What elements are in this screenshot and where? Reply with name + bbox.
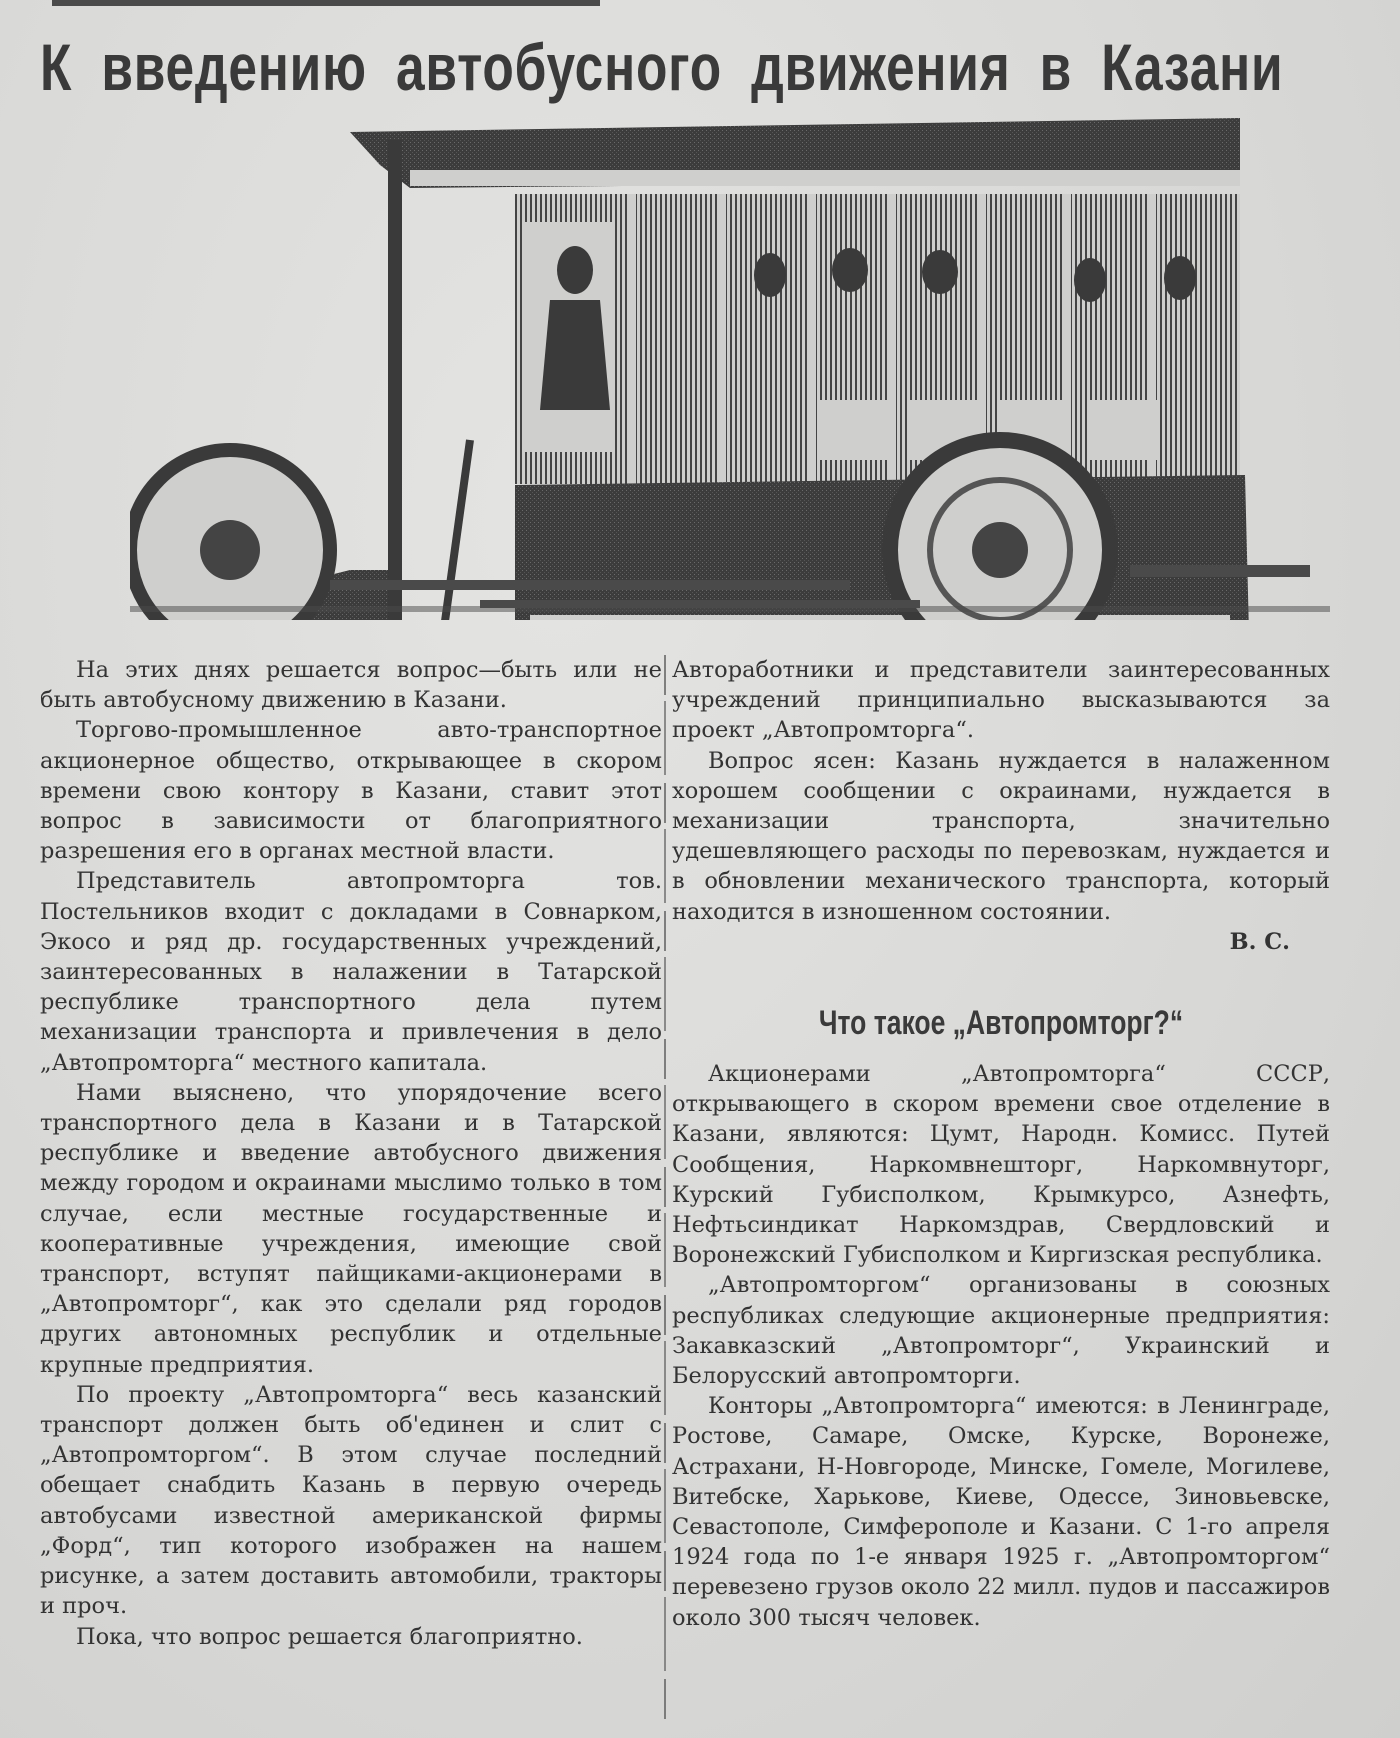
article-paragraph: На этих днях решается вопрос—быть или не быть автобусному движению в Казани. <box>40 657 662 714</box>
article-paragraph: Представитель автопромторга тов. Постельников входит с докладами в Совнарком, Экосо и ряд др. государственных учреждений, заинтересованных в налажении в Татарской республике транспортного дела путем механизации транспорта и привлечения в дело „Автопромторга“ местного капитала. <box>40 868 662 1076</box>
article-right-column <box>672 655 1330 1633</box>
sidebar-paragraph: Конторы „Автопромторга“ имеются: в Ленинграде, Ростове, Самаре, Омске, Курске, Воронеже, Астрахани, Н-Новгороде, Минске, Гомеле, Могилеве, Витебске, Харькове, Киеве, Одессе, Зиновьевске, Севастополе, Симферополе и Казани. С 1-го апреля 1924 года по 1-е января 1925 г. „Автопромторгом“ перевезено грузов около 22 милл. пудов и пассажиров около 300 тысяч человек. <box>672 1393 1330 1631</box>
article-paragraph: Вопрос ясен: Казань нуждается в налаженном хорошем сообщении с окраинами, нуждается в механизации транспорта, значительно удешевляющего расходы по перевозкам, нуждается и в обновлении механического транспорта, который находится в изношенном состоянии. <box>672 747 1330 925</box>
headline: К введению автобусного движения в Казани <box>40 30 1284 104</box>
article-paragraph: Торгово-промышленное авто-транспортное акционерное общество, открывающее в скором времени свою контору в Казани, ставит этот вопрос в зависимости от благоприятного разрешения его в органах местной власти. <box>40 717 662 865</box>
article-paragraph: Нами выяснено, что упорядочение всего транспортного дела в Казани и в Татарской республике и введение автобусного движения между городом и окраинами мыслимо только в том случае, если местные государственные и кооперативные учреждения, имеющие свой транспорт, вступят пайщиками-акционерами в „Автопромторг“, как это сделали ряд городов других автономных республик и отдельные крупные предприятия. <box>40 1079 662 1378</box>
article-left-column <box>40 655 662 1652</box>
article-paragraph: Пока, что вопрос решается благоприятно. <box>76 1623 583 1650</box>
sidebar-paragraph: „Автопромторгом“ организованы в союзных республиках следующие акционерные предприятия: Закавказский „Автопромторг“, Украинский и Белорусский автопромторги. <box>672 1272 1330 1390</box>
bus-illustration <box>130 110 1330 620</box>
sidebar-paragraph: Акционерами „Автопромторга“ СССР, открывающего в скором времени свое отделение в Казани, являются: Цумт, Народн. Комисс. Путей Сообщения, Наркомвнешторг, Наркомвнуторг, Курский Губисполком, Крымкурсо, Азнефть, Нефтьсиндикат Наркомздрав, Свердловский и Воронежский Губисполком и Киргизская республика. <box>672 1061 1330 1269</box>
top-rule <box>52 0 600 6</box>
column-divider <box>664 655 666 1725</box>
author-signature: В. С. <box>1229 928 1290 955</box>
sidebar-headline: Что такое „Автопромторг?“ <box>818 1004 1184 1043</box>
article-paragraph: Автоработники и представители заинтересованных учреждений принципиально высказываются за проект „Автопромторга“. <box>672 657 1330 744</box>
article-paragraph: По проекту „Автопромторга“ весь казанский транспорт должен быть об'единен и слит с „Автопромторгом“. В этом случае последний обещает снабдить Казань в первую очередь автобусами известной американской фирмы „Форд“, тип которого изображен на нашем рисунке, а затем доставить автомобили, тракторы и проч. <box>40 1381 662 1620</box>
